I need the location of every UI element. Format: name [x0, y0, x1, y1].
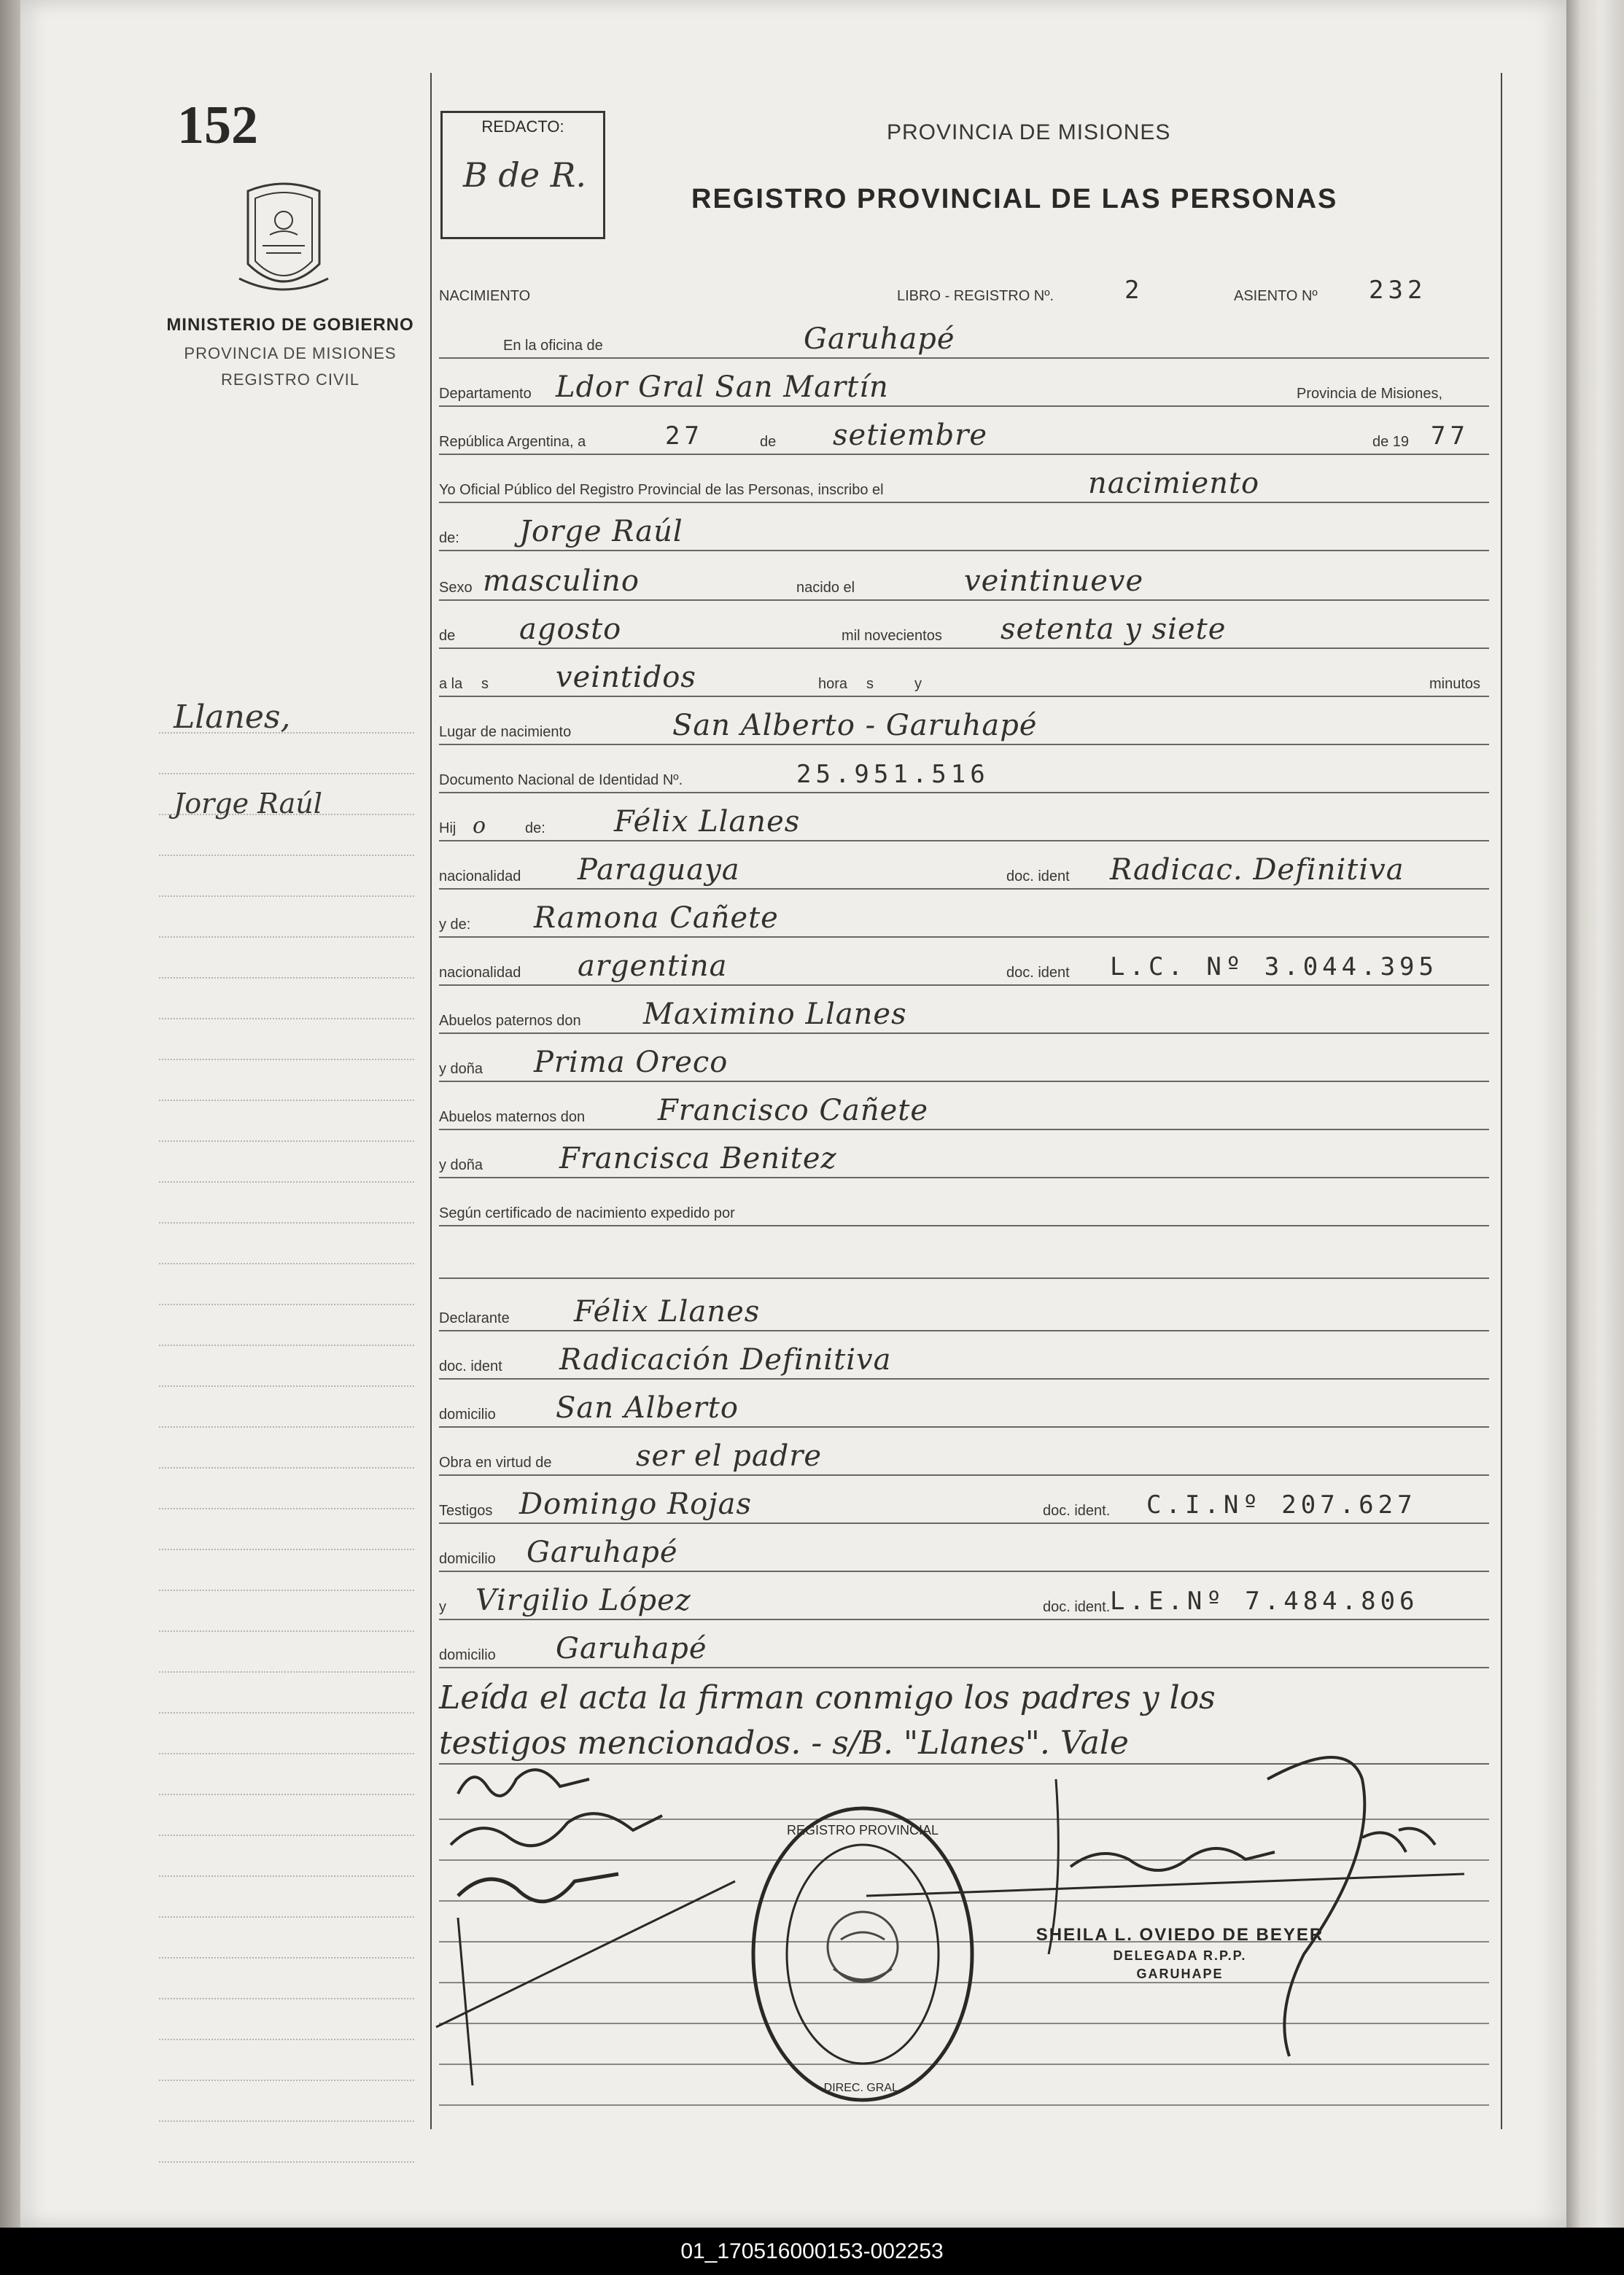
- label-de-padre: de:: [525, 820, 545, 836]
- label-dni: Documento Nacional de Identidad Nº.: [439, 772, 683, 788]
- row-doc-declarante: [439, 1343, 1489, 1380]
- label-abuelos-maternos: Abuelos maternos don: [439, 1109, 586, 1125]
- row-oficina: [439, 322, 1489, 359]
- value-departamento: Ldor Gral San Martín: [556, 370, 889, 404]
- value-asiento: 232: [1369, 276, 1427, 305]
- row-obra-virtud: [439, 1439, 1489, 1476]
- value-dia: 27: [665, 421, 704, 451]
- row-lugar: [439, 709, 1489, 745]
- value-libro: 2: [1124, 276, 1144, 305]
- official-stamp-name: SHEILA L. OVIEDO DE BEYER: [1036, 1925, 1324, 1945]
- label-obra-virtud: Obra en virtud de: [439, 1455, 552, 1471]
- label-nacionalidad-padre: nacionalidad: [439, 868, 521, 884]
- label-nacimiento: NACIMIENTO: [439, 288, 531, 304]
- value-mes: setiembre: [833, 419, 988, 452]
- label-y-dona-materna: y doña: [439, 1157, 483, 1173]
- value-lugar: San Alberto - Garuhapé: [672, 709, 1038, 742]
- label-mil-novecientos: mil novecientos: [842, 628, 942, 644]
- value-abuela-materna: Francisca Benitez: [559, 1142, 837, 1175]
- row-libro: [439, 276, 1489, 308]
- value-doc-declarante: Radicación Definitiva: [559, 1343, 892, 1377]
- value-sexo: masculino: [483, 564, 640, 598]
- value-testigo2: Virgilio López: [475, 1584, 691, 1617]
- value-dni: 25.951.516: [796, 760, 990, 789]
- value-abuelo-materno: Francisco Cañete: [658, 1094, 929, 1127]
- value-doc-madre: L.C. Nº 3.044.395: [1110, 952, 1438, 981]
- value-padre: Félix Llanes: [614, 805, 801, 839]
- value-domicilio-declarante: San Alberto: [556, 1391, 739, 1425]
- value-testigo1: Domingo Rojas: [519, 1488, 753, 1521]
- row-testigo1: [439, 1490, 1489, 1524]
- province-title: PROVINCIA DE MISIONES: [887, 120, 1171, 144]
- value-obra-virtud: ser el padre: [636, 1439, 823, 1473]
- official-stamp-title: DELEGADA R.P.P.: [1113, 1948, 1247, 1963]
- label-oficina: En la oficina de: [503, 338, 603, 354]
- label-de-mes-nac: de: [439, 628, 456, 644]
- label-testigos: Testigos: [439, 1503, 493, 1519]
- blank-line: [439, 1245, 1489, 1279]
- page-number: 152: [177, 96, 258, 155]
- label-republica: República Argentina, a: [439, 434, 586, 450]
- ministry-name: MINISTERIO DE GOBIERNO: [166, 315, 414, 335]
- row-declarante: [439, 1295, 1489, 1331]
- register-page: [20, 0, 1566, 2228]
- row-hijo: [439, 805, 1489, 841]
- redacto-value: B de R.: [463, 155, 586, 195]
- label-segun-certificado: Según certificado de nacimiento expedido por: [439, 1205, 735, 1221]
- closing-note-line-1: [439, 1674, 1489, 1718]
- label-domicilio-testigo1: domicilio: [439, 1551, 496, 1567]
- label-doc-ident-madre: doc. ident: [1006, 965, 1070, 981]
- label-libro: LIBRO - REGISTRO Nº.: [897, 288, 1054, 304]
- value-hora-s: s: [866, 676, 874, 692]
- value-inscripcion: nacimiento: [1088, 467, 1260, 500]
- registry-title: REGISTRO PROVINCIAL DE LAS PERSONAS: [691, 184, 1338, 214]
- row-domicilio-declarante: [439, 1391, 1489, 1428]
- official-stamp: [1027, 1925, 1333, 1982]
- margin-surname: Llanes,: [174, 699, 291, 736]
- label-nacionalidad-madre: nacionalidad: [439, 965, 521, 981]
- redacto-box: [440, 111, 605, 239]
- label-y-de: y de:: [439, 917, 471, 933]
- value-oficina: Garuhapé: [804, 322, 955, 356]
- value-mes-nac: agosto: [519, 612, 622, 646]
- row-departamento: [439, 370, 1489, 407]
- value-domicilio-testigo2: Garuhapé: [556, 1632, 707, 1665]
- value-nac-madre: argentina: [578, 949, 728, 983]
- row-domicilio-testigo2: [439, 1632, 1489, 1668]
- label-doc-ident-padre: doc. ident: [1006, 868, 1070, 884]
- label-asiento: ASIENTO Nº: [1234, 288, 1318, 304]
- row-abuelo-paterno: [439, 1000, 1489, 1034]
- label-a-la: a la: [439, 676, 463, 692]
- label-doc-ident-testigo1: doc. ident.: [1043, 1503, 1111, 1519]
- label-doc-ident-declarante: doc. ident: [439, 1358, 502, 1374]
- row-domicilio-testigo1: [439, 1536, 1489, 1572]
- row-madre: [439, 901, 1489, 938]
- image-id-bar: [0, 2228, 1624, 2275]
- label-de-mes: de: [760, 434, 777, 450]
- label-provincia-misiones: Provincia de Misiones,: [1297, 386, 1443, 402]
- label-declarante: Declarante: [439, 1310, 510, 1326]
- label-y-testigo2: y: [439, 1599, 446, 1615]
- label-departamento: Departamento: [439, 386, 532, 402]
- row-hora: [439, 661, 1489, 697]
- row-abuela-paterna: [439, 1046, 1489, 1082]
- value-hijo-suffix: o: [473, 813, 487, 839]
- label-de-nombre: de:: [439, 530, 459, 546]
- ministry-registry: REGISTRO CIVIL: [220, 370, 360, 389]
- image-id: 01_170516000153-002253: [680, 2239, 944, 2263]
- closing-note-2: testigos mencionados. - s/B. "Llanes". Vale: [439, 1724, 1129, 1762]
- row-sexo: [439, 564, 1489, 601]
- label-abuelos-paternos: Abuelos paternos don: [439, 1013, 581, 1029]
- row-nac-madre: [439, 949, 1489, 986]
- book-binding: [0, 0, 20, 2228]
- label-minutos: minutos: [1429, 676, 1481, 692]
- redacto-label: REDACTO:: [481, 117, 564, 136]
- value-a-la-hora: s: [481, 676, 489, 692]
- label-nacido-el: nacido el: [796, 580, 855, 596]
- label-de-anio: de 19: [1372, 434, 1410, 450]
- row-dni: [439, 760, 1489, 793]
- closing-note-1: Leída el acta la firman conmigo los padres y los: [439, 1679, 1216, 1716]
- row-segun-certificado: [439, 1193, 1489, 1226]
- provincial-seal-icon: [233, 176, 334, 300]
- ministry-block: [166, 315, 414, 389]
- official-stamp-place: GARUHAPE: [1136, 1967, 1224, 1981]
- row-abuela-materna: [439, 1142, 1489, 1178]
- ministry-province: PROVINCIA DE MISIONES: [184, 344, 397, 362]
- value-hora-texto: veintidos: [556, 661, 696, 694]
- row-mes-nac: [439, 612, 1489, 649]
- label-domicilio-testigo2: domicilio: [439, 1647, 496, 1663]
- margin-ruled-lines: [159, 693, 414, 2163]
- row-testigo2: [439, 1584, 1489, 1620]
- value-doc-testigo1: C.I.Nº 207.627: [1146, 1490, 1417, 1520]
- value-nac-padre: Paraguaya: [578, 853, 740, 887]
- value-nacido-el: veintinueve: [964, 564, 1144, 598]
- label-y-minutos: y: [914, 676, 922, 692]
- row-abuelo-materno: [439, 1094, 1489, 1130]
- label-hijo: Hij: [439, 820, 456, 836]
- value-madre: Ramona Cañete: [534, 901, 779, 935]
- next-page-edge: [1566, 0, 1624, 2228]
- row-nombre: [439, 515, 1489, 551]
- value-abuela-paterna: Prima Oreco: [534, 1046, 729, 1079]
- label-domicilio-declarante: domicilio: [439, 1407, 496, 1423]
- margin-given-names: Jorge Raúl: [174, 788, 322, 820]
- svg-text:REGISTRO PROVINCIAL: REGISTRO PROVINCIAL: [786, 1823, 939, 1838]
- value-declarante: Félix Llanes: [574, 1295, 761, 1329]
- label-sexo: Sexo: [439, 580, 473, 596]
- value-doc-testigo2: L.E.Nº 7.484.806: [1110, 1587, 1419, 1616]
- label-doc-ident-testigo2: doc. ident.: [1043, 1599, 1111, 1615]
- label-yo-oficial: Yo Oficial Público del Registro Provincial de las Personas, inscribo el: [439, 482, 884, 498]
- value-anio: 77: [1431, 421, 1469, 451]
- registry-stamp-icon: [746, 1801, 979, 2107]
- svg-text:DIREC. GRAL.: DIREC. GRAL.: [823, 2082, 902, 2094]
- label-hora: hora: [818, 676, 848, 692]
- value-domicilio-testigo1: Garuhapé: [527, 1536, 678, 1569]
- value-doc-padre: Radicac. Definitiva: [1110, 853, 1405, 887]
- label-y-dona-paterna: y doña: [439, 1061, 483, 1077]
- value-anio-nac: setenta y siete: [1001, 612, 1227, 646]
- row-inscribo: [439, 467, 1489, 503]
- label-lugar: Lugar de nacimiento: [439, 724, 572, 740]
- value-abuelo-paterno: Maximino Llanes: [643, 998, 907, 1031]
- row-fecha: [439, 421, 1489, 455]
- row-nac-padre: [439, 853, 1489, 890]
- value-nombre: Jorge Raúl: [519, 515, 683, 548]
